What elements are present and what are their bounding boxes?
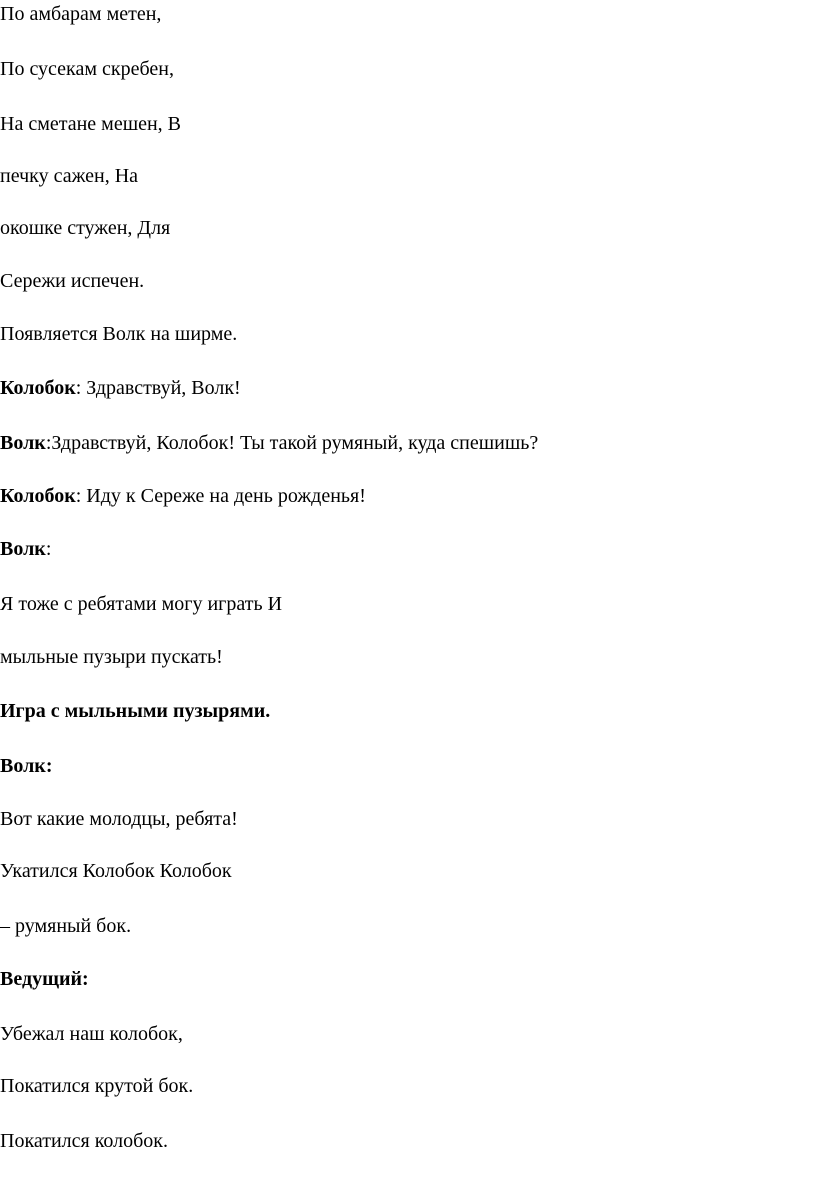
line-text: Вот какие молодцы, ребята!: [0, 808, 238, 830]
text-line: [0, 645, 223, 669]
line-text: Я тоже с ребятами могу играть И: [0, 593, 283, 615]
speaker-name: Колобок: [0, 377, 76, 399]
speaker-heading: [0, 967, 89, 991]
text-line: [0, 1022, 183, 1046]
stage-direction: [0, 322, 237, 346]
dialogue-line: [0, 431, 538, 455]
dialogue-line: [0, 376, 241, 400]
line-text: Покатился колобок.: [0, 1130, 169, 1152]
heading-text: Ведущий:: [0, 968, 89, 990]
dialogue-text: : Здравствуй, Волк!: [75, 377, 241, 399]
line-text: На сметане мешен, В: [0, 113, 182, 135]
line-text: печку сажен, На: [0, 165, 139, 187]
line-text: По амбарам метен,: [0, 3, 162, 25]
dialogue-line: [0, 537, 51, 561]
line-text: Укатился Колобок Колобок: [0, 860, 232, 882]
text-line: [0, 592, 282, 616]
line-text: Появляется Волк на ширме.: [0, 323, 238, 345]
text-line: [0, 216, 170, 240]
speaker-name: Волк: [0, 432, 46, 454]
text-line: [0, 1129, 168, 1153]
speaker-heading: [0, 754, 52, 778]
dialogue-text: :: [45, 538, 52, 560]
text-line: [0, 57, 174, 81]
text-line: [0, 164, 138, 188]
line-text: Покатился крутой бок.: [0, 1075, 194, 1097]
text-line: [0, 859, 232, 883]
speaker-name: Колобок: [0, 485, 76, 507]
text-line: [0, 2, 161, 26]
line-text: окошке стужен, Для: [0, 217, 171, 239]
section-heading: [0, 699, 270, 723]
dialogue-text: :Здравствуй, Колобок! Ты такой румяный, куда спешишь?: [45, 432, 539, 454]
heading-text: Волк:: [0, 755, 53, 777]
text-line: [0, 807, 238, 831]
line-text: Убежал наш колобок,: [0, 1023, 183, 1045]
line-text: – румяный бок.: [0, 915, 132, 937]
text-line: [0, 914, 131, 938]
text-line: [0, 269, 144, 293]
line-text: По сусекам скребен,: [0, 58, 174, 80]
line-text: Сережи испечен.: [0, 270, 145, 292]
text-line: [0, 1074, 193, 1098]
speaker-name: Волк: [0, 538, 46, 560]
line-text: мыльные пузыри пускать!: [0, 646, 223, 668]
text-line: [0, 112, 181, 136]
dialogue-text: : Иду к Сереже на день рожденья!: [75, 485, 366, 507]
dialogue-line: [0, 484, 366, 508]
heading-text: Игра с мыльными пузырями.: [0, 700, 271, 722]
